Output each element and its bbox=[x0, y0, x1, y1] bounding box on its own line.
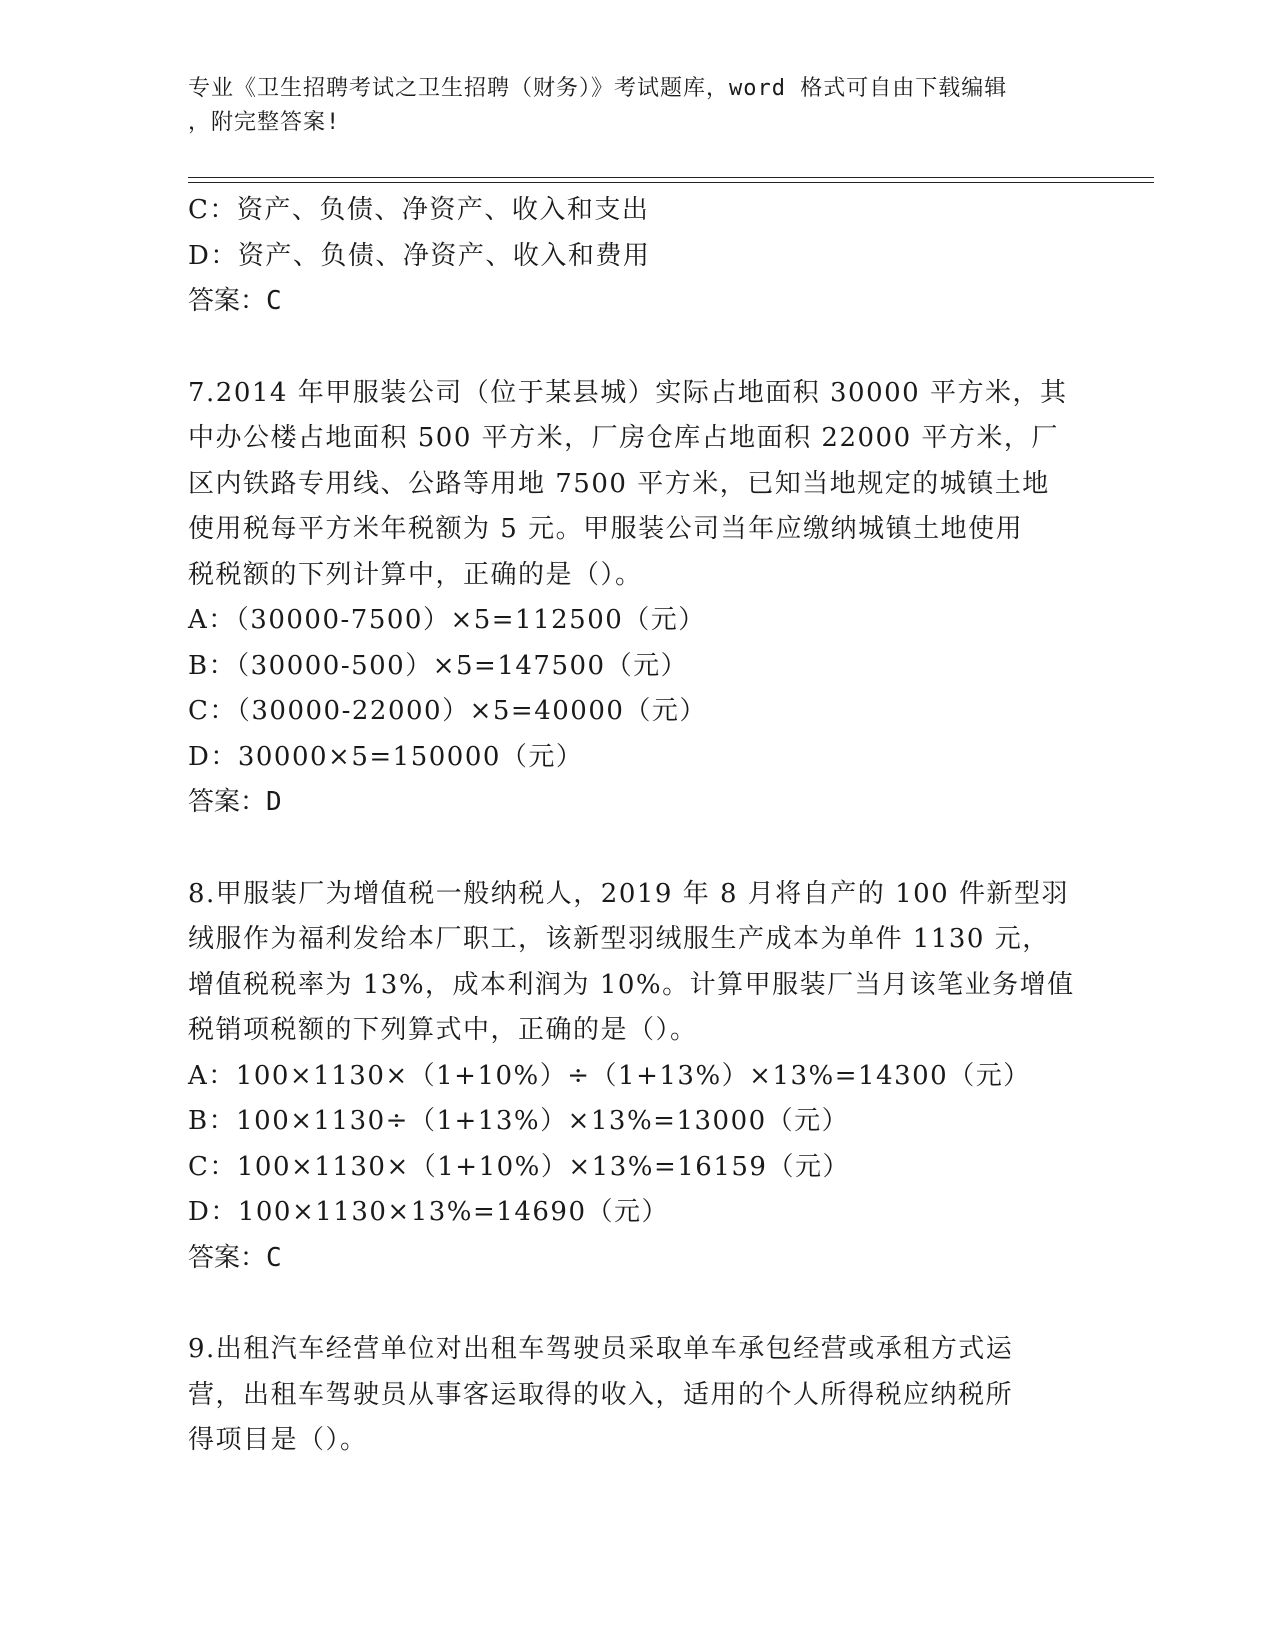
question-stem-line: 7.2014 年甲服装公司（位于某县城）实际占地面积 30000 平方米，其 bbox=[188, 377, 1068, 408]
question-8 bbox=[188, 872, 1088, 1282]
question-stem-line: 绒服作为福利发给本厂职工，该新型羽绒服生产成本为单件 1130 元， bbox=[188, 924, 1050, 954]
answer: 答案：D bbox=[188, 787, 282, 817]
option-a: A：100×1130×（1+10%）÷（1+13%）×13%=14300（元） bbox=[188, 1060, 1031, 1091]
option-b: B：（30000-500）×5=147500（元） bbox=[188, 650, 689, 681]
question-stem-line: 税税额的下列计算中，正确的是（）。 bbox=[188, 559, 643, 590]
question-stem-line: 使用税每平方米年税额为 5 元。甲服装公司当年应缴纳城镇土地使用 bbox=[188, 514, 1024, 544]
question-stem-line: 增值税税率为 13%，成本利润为 10%。计算甲服装厂当月该笔业务增值 bbox=[188, 969, 1075, 1000]
question-stem-line: 9.出租汽车经营单位对出租车驾驶员采取单车承包经营或承租方式运 bbox=[188, 1334, 1014, 1364]
document-header bbox=[188, 72, 1068, 140]
question-stem-line: 中办公楼占地面积 500 平方米，厂房仓库占地面积 22000 平方米，厂 bbox=[188, 423, 1059, 453]
question-stem-line: 区内铁路专用线、公路等用地 7500 平方米，已知当地规定的城镇土地 bbox=[188, 468, 1050, 499]
header-divider bbox=[188, 182, 1154, 183]
question-stem-line: 8.甲服装厂为增值税一般纳税人，2019 年 8 月将自产的 100 件新型羽 bbox=[188, 878, 1069, 909]
header-divider bbox=[188, 177, 1154, 178]
question-stem-line: 得项目是（）。 bbox=[188, 1425, 368, 1455]
option-c: C：（30000-22000）×5=40000（元） bbox=[188, 696, 707, 726]
question-stem-line: 税销项税额的下列算式中，正确的是（）。 bbox=[188, 1015, 698, 1045]
option-d: D：100×1130×13%=14690（元） bbox=[188, 1197, 669, 1227]
answer: 答案：C bbox=[188, 1242, 282, 1273]
option-c: C：100×1130×（1+10%）×13%=16159（元） bbox=[188, 1151, 850, 1182]
question-6 bbox=[188, 188, 1088, 325]
question-7 bbox=[188, 371, 1088, 826]
option-d: D：30000×5=150000（元） bbox=[188, 741, 584, 772]
option-d: D：资产、负债、净资产、收入和费用 bbox=[188, 240, 651, 271]
header-line: 专业《卫生招聘考试之卫生招聘（财务）》考试题库，word 格式可自由下载编辑 bbox=[188, 76, 1008, 101]
answer: 答案：C bbox=[188, 286, 282, 316]
option-b: B：100×1130÷（1+13%）×13%=13000（元） bbox=[188, 1106, 850, 1136]
header-line: ，附完整答案! bbox=[188, 110, 341, 135]
option-c: C：资产、负债、净资产、收入和支出 bbox=[188, 195, 650, 225]
question-content bbox=[188, 188, 1088, 1464]
option-a: A：（30000-7500）×5=112500（元） bbox=[188, 605, 706, 635]
question-stem-line: 营，出租车驾驶员从事客运取得的收入，适用的个人所得税应纳税所 bbox=[188, 1379, 1014, 1410]
question-9 bbox=[188, 1327, 1088, 1464]
